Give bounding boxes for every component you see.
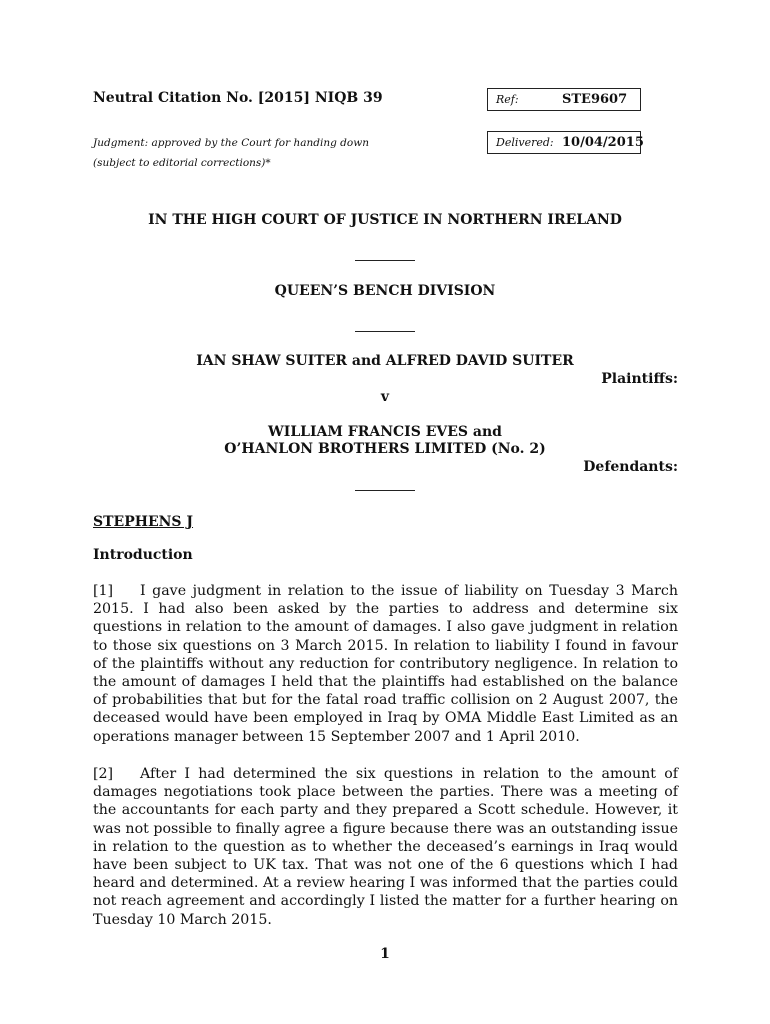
paragraph	[93, 582, 678, 746]
section-heading: Introduction	[93, 547, 193, 563]
court-title: IN THE HIGH COURT OF JUSTICE IN NORTHERN IRELAND	[148, 212, 622, 228]
ref-label: Ref:	[496, 93, 519, 106]
plaintiffs-label: Plaintiffs:	[601, 371, 678, 387]
paragraph	[93, 765, 678, 929]
defendants-line-1: WILLIAM FRANCIS EVES and	[268, 424, 502, 440]
approval-note: Judgment: approved by the Court for handing down	[93, 137, 369, 149]
delivered-box	[487, 131, 644, 154]
divider	[355, 331, 415, 332]
plaintiffs-names: IAN SHAW SUITER and ALFRED DAVID SUITER	[196, 353, 574, 369]
divider	[355, 490, 415, 491]
defendants-label: Defendants:	[583, 459, 678, 475]
delivered-value: 10/04/2015	[562, 135, 644, 150]
versus: v	[380, 389, 390, 405]
judge-name: STEPHENS J	[93, 514, 194, 530]
neutral-citation: Neutral Citation No. [2015] NIQB 39	[93, 90, 383, 106]
delivered-label: Delivered:	[496, 136, 554, 149]
defendants-line-2: O’HANLON BROTHERS LIMITED (No. 2)	[224, 441, 546, 457]
paragraph-text: I gave judgment in relation to the issue of liability on Tuesday 3 March 2015. I had also been asked by the parties to address and determine six questions in relation to the amount of damages. I also gave judgment in relation to those six questions on 3 March 2015. In relation to liability I found in favour of the plaintiffs without any reduction for contributory negligence. In relation to the amount of damages I held that the plaintiffs had established on the balance of probabilities that but for the fatal road traffic collision on 2 August 2007, the deceased would have been employed in Iraq by OMA Middle East Limited as an operations manager between 15 September 2007 and 1 April 2010.	[93, 583, 678, 745]
divider	[355, 260, 415, 261]
paragraph-number: [2]	[93, 766, 114, 782]
ref-value: STE9607	[562, 92, 628, 107]
editorial-note: (subject to editorial corrections)*	[93, 157, 271, 169]
division-title: QUEEN’S BENCH DIVISION	[274, 283, 496, 299]
paragraph-text: After I had determined the six questions in relation to the amount of damages negotiations took place between the parties. There was a meeting of the accountants for each party and they prepared a Scott schedule. However, it was not possible to finally agree a figure because there was an outstanding issue in relation to the question as to whether the deceased’s earnings in Iraq would have been subject to UK tax. That was not one of the 6 questions which I had heard and determined. At a review hearing I was informed that the parties could not reach agreement and accordingly I listed the matter for a further hearing on Tuesday 10 March 2015.	[93, 766, 678, 928]
paragraph-number: [1]	[93, 583, 114, 599]
ref-box	[487, 88, 641, 111]
page-number: 1	[380, 946, 390, 962]
